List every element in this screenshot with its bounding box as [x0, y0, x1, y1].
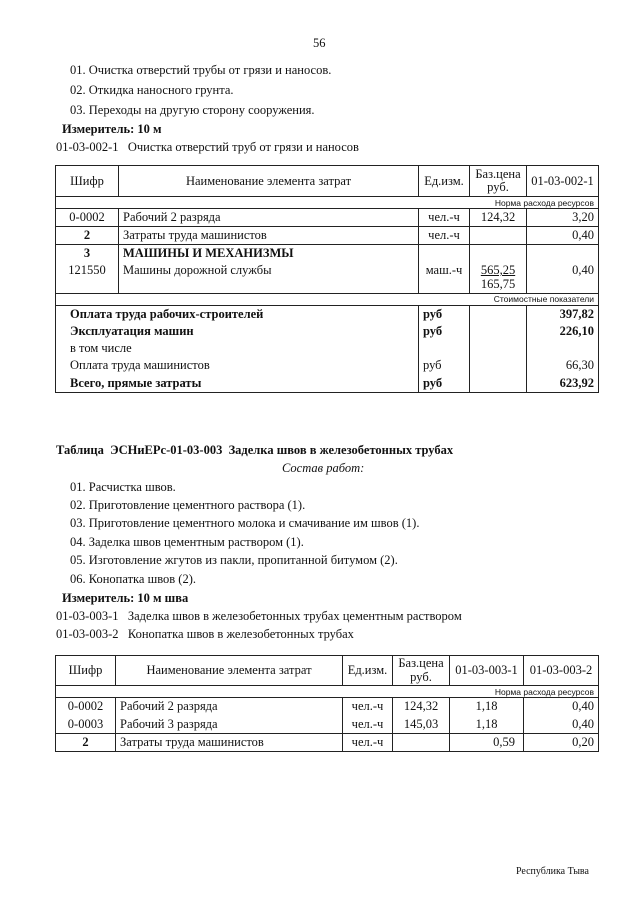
row-code: 0-0002: [56, 209, 119, 227]
resource-code-title: 01-03-003-2 Конопатка швов в железобетонных трубах: [56, 627, 354, 641]
row-price: [393, 734, 450, 752]
header-price: Баз.цена руб.: [470, 166, 527, 197]
page-number: 56: [313, 36, 326, 50]
row-name: МАШИНЫ И МЕХАНИЗМЫ: [119, 245, 419, 263]
row-price: [470, 245, 527, 263]
cost-price: [470, 357, 527, 375]
header-code: Шифр: [56, 166, 119, 197]
row-value-2: 0,20: [524, 734, 599, 752]
row-value: 3,20: [527, 209, 599, 227]
cost-value: [527, 340, 599, 357]
cost-unit: руб: [419, 375, 470, 393]
cost-value: 226,10: [527, 323, 599, 340]
cost-value: 623,92: [527, 375, 599, 393]
row-unit: чел.-ч: [419, 209, 470, 227]
header-name: Наименование элемента затрат: [116, 656, 343, 686]
row-name: Рабочий 3 разряда: [116, 716, 343, 734]
cost-row: [56, 305, 599, 323]
work-item-4: 04. Заделка швов цементным раствором (1).: [70, 535, 304, 549]
price-value: 565,25: [480, 263, 516, 277]
row-code: 0-0002: [56, 698, 116, 716]
cost-unit: руб: [419, 357, 470, 375]
section-subtitle: Состав работ:: [282, 461, 365, 475]
row-unit: маш.-ч: [419, 262, 470, 293]
cost-price: [470, 375, 527, 393]
row-value-1: 1,18: [450, 698, 524, 716]
cost-row: [56, 323, 599, 340]
work-item-3: 03. Приготовление цементного молока и смачивание им швов (1).: [70, 516, 420, 530]
work-item-2: 02. Приготовление цементного раствора (1).: [70, 498, 306, 512]
norm-label: Норма расхода ресурсов: [56, 686, 599, 698]
page-footer: Республика Тыва: [516, 866, 589, 877]
row-code: 2: [56, 734, 116, 752]
row-value-2: 0,40: [524, 716, 599, 734]
resource-code-title: 01-03-003-1 Заделка швов в железобетонных трубах цементным раствором: [56, 609, 462, 623]
row-unit: чел.-ч: [343, 716, 393, 734]
cost-price: [470, 323, 527, 340]
cost-name: Оплата труда машинистов: [56, 357, 419, 375]
cost-unit: руб: [419, 305, 470, 323]
cost-label: Стоимостные показатели: [56, 293, 599, 305]
row-unit: чел.-ч: [419, 227, 470, 245]
cost-name: Эксплуатация машин: [56, 323, 419, 340]
work-item-1: 01. Очистка отверстий трубы от грязи и наносов.: [70, 63, 332, 77]
row-price: 145,03: [393, 716, 450, 734]
cost-name: в том числе: [56, 340, 419, 357]
table-row: [56, 245, 599, 263]
measure-label: Измеритель: 10 м: [62, 122, 162, 136]
header-col-1: 01-03-003-1: [450, 656, 524, 686]
cost-value: 397,82: [527, 305, 599, 323]
cost-row: [56, 340, 599, 357]
row-price: 124,32: [470, 209, 527, 227]
row-name: Затраты труда машинистов: [116, 734, 343, 752]
row-value: [527, 245, 599, 263]
work-item-2: 02. Откидка наносного грунта.: [70, 83, 234, 97]
work-item-6: 06. Конопатка швов (2).: [70, 572, 197, 586]
cost-unit: руб: [419, 323, 470, 340]
row-price: [470, 227, 527, 245]
work-item-5: 05. Изготовление жгутов из пакли, пропитанной битумом (2).: [70, 553, 398, 567]
cost-price: [470, 340, 527, 357]
measure-label: Измеритель: 10 м шва: [62, 591, 189, 605]
header-price: Баз.цена руб.: [393, 656, 450, 686]
header-unit: Ед.изм.: [343, 656, 393, 686]
header-col-2: 01-03-003-2: [524, 656, 599, 686]
header-unit: Ед.изм.: [419, 166, 470, 197]
cost-row: [56, 375, 599, 393]
table-row: [56, 734, 599, 752]
row-value: 0,40: [527, 227, 599, 245]
work-item-1: 01. Расчистка швов.: [70, 480, 176, 494]
row-unit: чел.-ч: [343, 698, 393, 716]
row-name: Рабочий 2 разряда: [116, 698, 343, 716]
cost-value: 66,30: [527, 357, 599, 375]
row-code: 2: [56, 227, 119, 245]
row-unit: чел.-ч: [343, 734, 393, 752]
resource-code-title: 01-03-002-1 Очистка отверстий труб от грязи и наносов: [56, 140, 359, 154]
row-value-1: 1,18: [450, 716, 524, 734]
row-code: 121550: [56, 262, 119, 293]
row-name: Рабочий 2 разряда: [119, 209, 419, 227]
table-row: [56, 698, 599, 716]
section-title: Таблица ЭСНиЕРс-01-03-003 Заделка швов в железобетонных трубах: [56, 443, 454, 457]
cost-unit: [419, 340, 470, 357]
header-code: Шифр: [56, 656, 116, 686]
price-value-secondary: 165,75: [480, 277, 516, 292]
cost-price: [470, 305, 527, 323]
cost-row: [56, 357, 599, 375]
row-code: 3: [56, 245, 119, 263]
row-value-2: 0,40: [524, 698, 599, 716]
work-item-3: 03. Переходы на другую сторону сооружения.: [70, 103, 315, 117]
table-row: [56, 262, 599, 293]
resource-table-1: [55, 165, 599, 393]
row-name: Затраты труда машинистов: [119, 227, 419, 245]
cost-name: Всего, прямые затраты: [56, 375, 419, 393]
table-row: [56, 209, 599, 227]
row-value: 0,40: [527, 262, 599, 293]
table-row: [56, 227, 599, 245]
row-price: [470, 262, 527, 293]
norm-label: Норма расхода ресурсов: [56, 197, 599, 209]
row-unit: [419, 245, 470, 263]
row-price: 124,32: [393, 698, 450, 716]
row-code: 0-0003: [56, 716, 116, 734]
row-name: Машины дорожной службы: [119, 262, 419, 293]
header-col-1: 01-03-002-1: [527, 166, 599, 197]
row-value-1: 0,59: [450, 734, 524, 752]
table-row: [56, 716, 599, 734]
cost-name: Оплата труда рабочих-строителей: [56, 305, 419, 323]
resource-table-2: [55, 655, 599, 752]
header-name: Наименование элемента затрат: [119, 166, 419, 197]
